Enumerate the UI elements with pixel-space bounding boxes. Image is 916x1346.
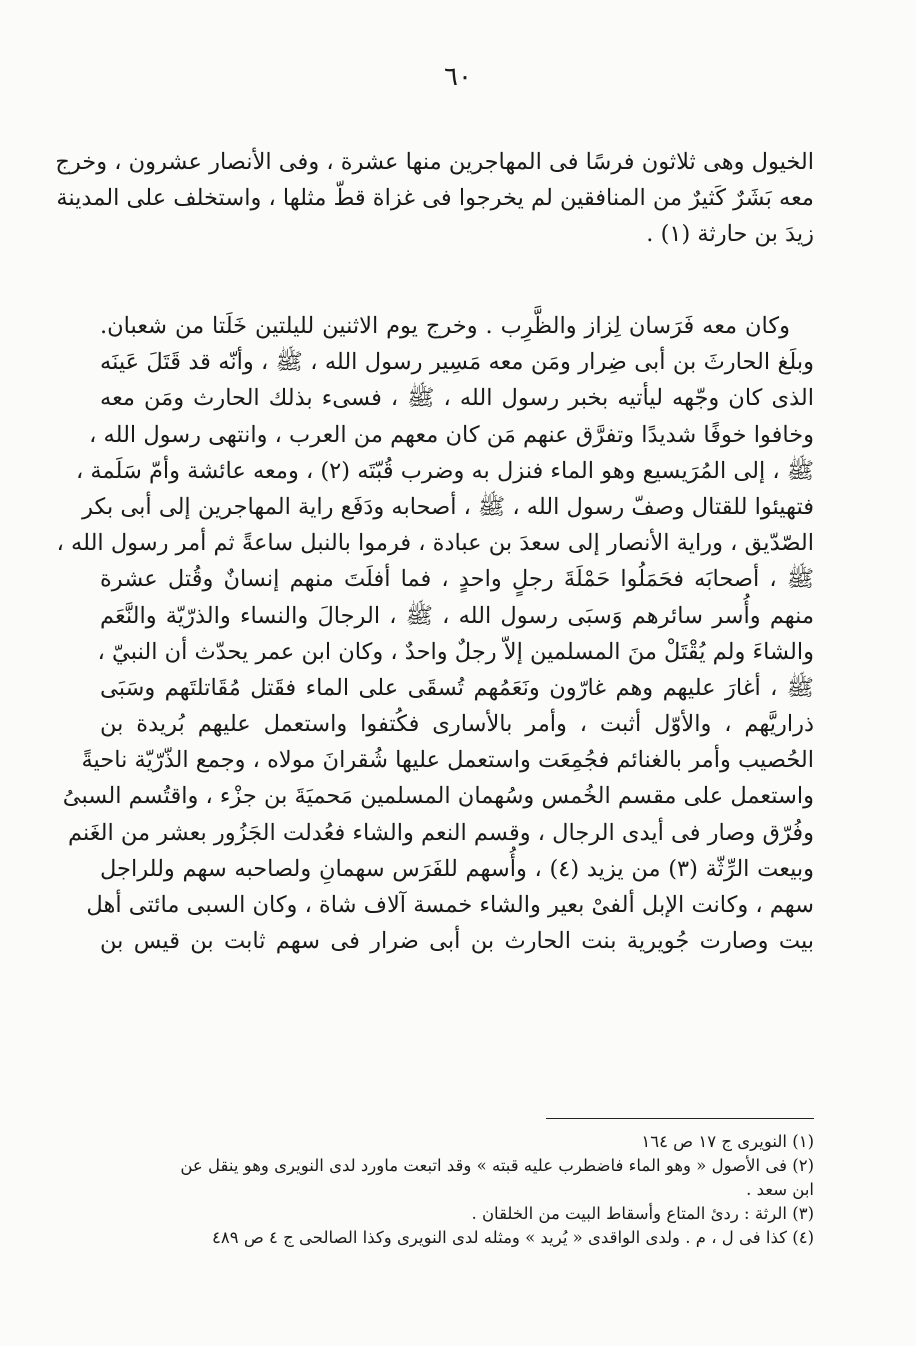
text-line: وبلَغ الحارثَ بن أبى ضِرار ومَن معه مَسِير رسول الله ، ﷺ ، وأنّه قد قَتَلَ عَينَه — [100, 349, 814, 376]
page-number: ٦٠ — [444, 62, 472, 92]
text-line: واستعمل على مقسم الخُمس وسُهمان المسلمين مَحميَةَ بن جزْء ، واقتُسم السبىُ — [62, 783, 814, 810]
text-line: وبيعت الرِّثّة (٣) من يزيد (٤) ، وأُسهم للفَرَس سهمانِ ولصاحبه سهم وللراجل — [100, 855, 814, 882]
footnotes — [96, 1130, 814, 1250]
text-line: منهم وأُسر سائرهم وَسبَى رسول الله ، ﷺ ، الرجالَ والنساء والذرّيّة والنَّعَم — [100, 602, 814, 629]
paragraph-1 — [55, 144, 814, 253]
text-line: والشاءَ ولم يُقْتَلْ منَ المسلمين إلاّ رجلٌ واحدٌ ، وكان ابن عمر يحدّث أن النبيّ ، — [97, 638, 814, 665]
footnote-separator — [546, 1118, 814, 1119]
text-line: وكان معه فَرَسان لِزاز والظَّرِب . وخرج يوم الاثنين لليلتين خَلَتا من شعبان. — [100, 313, 790, 339]
text-line: بيت وصارت جُويرية بنت الحارث بن أبى ضرار فى سهم ثابت بن قيس بن — [100, 928, 814, 955]
text-line: وفُرّق وصار فى أيدى الرجال ، وقسم النعم والشاء فعُدلت الجَزُور بعشر من الغَنم — [67, 819, 814, 846]
text-line: الحُصيب وأمر بالغنائم فجُمِعَت واستعمل عليها شُقرانَ مولاه ، وجمع الذّرّيّة ناحيةً — [81, 747, 814, 774]
text-line: الصّدّيق ، وراية الأنصار إلى سعدَ بن عبادة ، فرموا بالنبل ساعةً ثم أمر رسول الله ، — [56, 530, 814, 557]
text-line: الذى كان وجّهه ليأتيه بخبر رسول الله ، ﷺ ، فسىء بذلك الحارث ومَن معه — [100, 385, 814, 412]
text-line: ذراريَّهم ، والأوّل أثبت ، وأمر بالأسارى فكُتفوا واستعمل عليهم بُريدة بن — [100, 711, 814, 738]
footnote: (٢) فى الأصول « وهو الماء فاضطرب عليه قبته » وقد اتبعت ماورد لدى النويرى وهو ينقل عن — [180, 1156, 814, 1175]
text-line: ﷺ ، أغارَ عليهم وهم غارّون ونَعَمُهم تُسقَى على الماء فقَتل مُقَاتلتَهم وسَبَى — [100, 674, 814, 701]
text-line: ﷺ ، إلى المُرَيسيع وهو الماء فنزل به وضرب قُبّتَه (٢) ، ومعه عائشة وأمّ سَلَمة ، — [76, 457, 814, 484]
text-line: زيدَ بن حارثة (١) . — [646, 221, 814, 248]
text-line: ﷺ ، أصحابَه فحَمَلُوا حَمْلَةَ رجلٍ واحدٍ ، فما أفلَتَ منهم إنسانٌ وقُتل عشرة — [100, 566, 814, 593]
text-line: سهم ، وكانت الإبل ألفىْ بعير والشاء خمسة آلاف شاة ، وكان السبى مائتى أهل — [86, 892, 814, 918]
text-line: فتهيئوا للقتال وصفّ رسول الله ، ﷺ ، أصحابه ودَفَع راية المهاجرين إلى أبى بكر — [82, 493, 814, 520]
text-line: معه بَشَرٌ كَثيرٌ من المنافقين لم يخرجوا فى غزاة قطّ مثلها ، واستخلف على المدينة — [56, 185, 814, 212]
text-line: وخافوا خوفًا شديدًا وتفرَّق عنهم مَن كان معهم من العرب ، وانتهى رسول الله ، — [89, 421, 814, 448]
footnote-continuation: ابن سعد . — [746, 1180, 814, 1199]
paragraph-2 — [56, 308, 814, 959]
footnote: (١) النويرى ج ١٧ ص ١٦٤ — [641, 1132, 814, 1151]
footnote: (٣) الرثة : ردئ المتاع وأسقاط البيت من الخلقان . — [471, 1204, 814, 1223]
text-line: الخيول وهى ثلاثون فرسًا فى المهاجرين منها عشرة ، وفى الأنصار عشرون ، وخرج — [55, 149, 814, 175]
footnote: (٤) كذا فى ل ، م . ولدى الواقدى « يُريد » ومثله لدى النويرى وكذا الصالحى ج ٤ ص ٤٨٩ — [211, 1228, 814, 1247]
